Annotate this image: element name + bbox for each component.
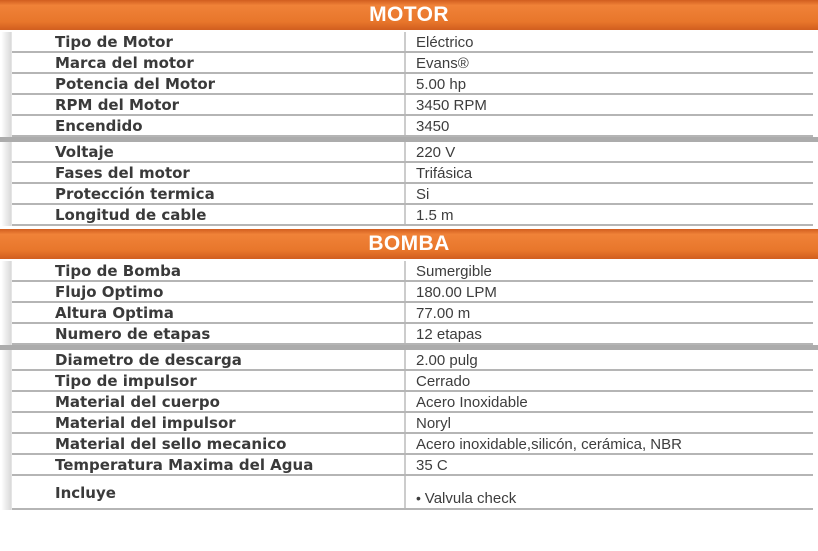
bullet-list <box>416 491 818 506</box>
spec-label: Flujo Optimo <box>55 283 164 301</box>
spec-value: 12 etapas <box>404 324 818 343</box>
spec-label: Material del impulsor <box>55 414 236 432</box>
spec-label: Material del cuerpo <box>55 393 220 411</box>
spec-row <box>0 32 818 53</box>
spec-row <box>0 434 818 455</box>
spec-value: 77.00 m <box>404 303 818 322</box>
bullet-item: • Valvula check <box>416 491 818 506</box>
spec-label: Tipo de Bomba <box>55 262 181 280</box>
spec-value: 35 C <box>404 455 818 474</box>
spec-value <box>404 476 818 508</box>
spec-value: 3450 RPM <box>404 95 818 114</box>
spec-row <box>0 413 818 434</box>
spec-value: Trifásica <box>404 163 818 182</box>
spec-row <box>0 371 818 392</box>
spec-row <box>0 74 818 95</box>
spec-row <box>0 324 818 345</box>
spec-row <box>0 392 818 413</box>
spec-label: Material del sello mecanico <box>55 435 287 453</box>
spec-row <box>0 116 818 137</box>
spec-row <box>0 184 818 205</box>
spec-label: Tipo de impulsor <box>55 372 197 390</box>
spec-row <box>0 303 818 324</box>
spec-value: 220 V <box>404 142 818 161</box>
spec-value: Noryl <box>404 413 818 432</box>
spec-label: Temperatura Maxima del Agua <box>55 456 314 474</box>
section-header-bomba: BOMBA <box>0 229 818 259</box>
spec-row <box>0 205 818 226</box>
spec-value: Si <box>404 184 818 203</box>
spec-value: Cerrado <box>404 371 818 390</box>
spec-value: Acero Inoxidable <box>404 392 818 411</box>
spec-label: Altura Optima <box>55 304 174 322</box>
spec-value: 1.5 m <box>404 205 818 224</box>
spec-row <box>0 455 818 476</box>
spec-value: 180.00 LPM <box>404 282 818 301</box>
spec-row <box>0 95 818 116</box>
spec-row <box>0 53 818 74</box>
spec-label: Diametro de descarga <box>55 351 242 369</box>
spec-value: 3450 <box>404 116 818 135</box>
spec-label: Longitud de cable <box>55 206 207 224</box>
spec-value: Eléctrico <box>404 32 818 51</box>
spec-value: Sumergible <box>404 261 818 280</box>
spec-label: Encendido <box>55 117 143 135</box>
spec-label: Fases del motor <box>55 164 190 182</box>
spec-row <box>0 163 818 184</box>
spec-label: Tipo de Motor <box>55 33 173 51</box>
spec-row <box>0 142 818 163</box>
spec-label: Voltaje <box>55 143 114 161</box>
spec-value: 5.00 hp <box>404 74 818 93</box>
spec-label: Protección termica <box>55 185 215 203</box>
spec-label: Numero de etapas <box>55 325 211 343</box>
section-header-motor: MOTOR <box>0 0 818 30</box>
spec-label: Potencia del Motor <box>55 75 216 93</box>
spec-label: Marca del motor <box>55 54 194 72</box>
spec-row <box>0 282 818 303</box>
spec-row <box>0 261 818 282</box>
spec-row <box>0 350 818 371</box>
spec-value: Acero inoxidable,silicón, cerámica, NBR <box>404 434 818 453</box>
spec-label: RPM del Motor <box>55 96 180 114</box>
spec-value: Evans® <box>404 53 818 72</box>
spec-row <box>0 476 818 510</box>
spec-label: Incluye <box>55 484 116 502</box>
spec-value: 2.00 pulg <box>404 350 818 369</box>
